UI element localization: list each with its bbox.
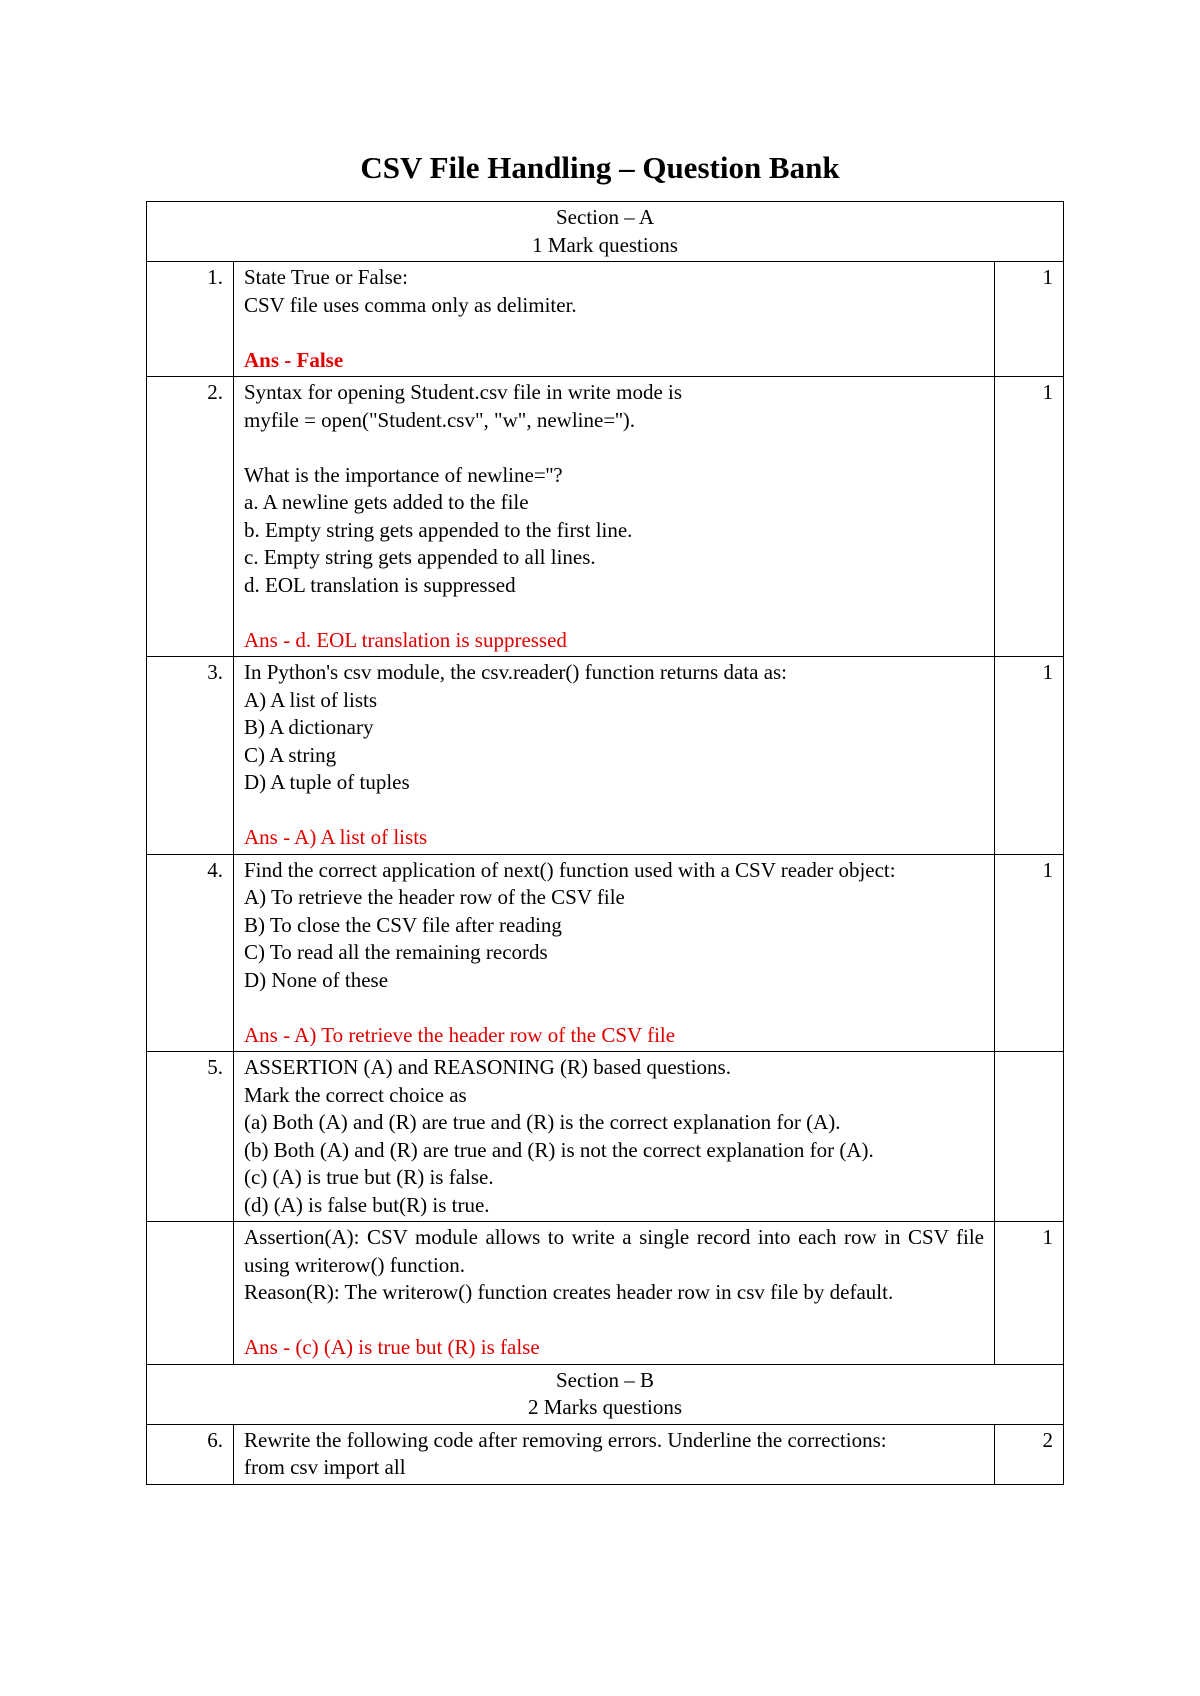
option-c: (c) (A) is true but (R) is false.: [244, 1165, 494, 1189]
section-b-title: Section – B: [556, 1367, 654, 1392]
option-d: (d) (A) is false but(R) is true.: [244, 1192, 490, 1217]
question-number: 3.: [147, 657, 234, 855]
question-number-empty: [147, 1222, 234, 1365]
section-a-subtitle: 1 Mark questions: [532, 232, 678, 257]
question-number: 5.: [147, 1052, 234, 1222]
question-number: 6.: [147, 1424, 234, 1484]
question-text: CSV file uses comma only as delimiter.: [244, 292, 577, 317]
answer-text: Ans - A) To retrieve the header row of the CSV file: [244, 1022, 676, 1047]
question-text: myfile = open("Student.csv", "w", newline='').: [244, 407, 635, 432]
question-bank-table: [146, 201, 1064, 1485]
question-cell: [234, 1424, 995, 1484]
section-a-header: [147, 202, 1064, 262]
option-c: C) A string: [244, 742, 337, 767]
question-row-3: [147, 657, 1064, 855]
marks-cell: [995, 1052, 1064, 1222]
question-text: State True or False:: [244, 265, 408, 289]
blank-line: [244, 599, 984, 627]
question-row-5-assertion: [147, 1222, 1064, 1365]
option-a: A) To retrieve the header row of the CSV file: [244, 885, 625, 909]
question-cell: [234, 1052, 995, 1222]
question-row-4: [147, 854, 1064, 1052]
question-cell: [234, 262, 995, 377]
question-number: 4.: [147, 854, 234, 1052]
question-number: 2.: [147, 377, 234, 657]
answer-text: Ans - False: [244, 347, 344, 372]
option-b: B) A dictionary: [244, 715, 374, 739]
blank-line: [244, 319, 984, 347]
page-title: CSV File Handling – Question Bank: [360, 150, 840, 185]
question-text: Find the correct application of next() function used with a CSV reader object:: [244, 857, 896, 882]
marks-cell: 1: [995, 854, 1064, 1052]
question-cell: [234, 854, 995, 1052]
option-b: (b) Both (A) and (R) are true and (R) is not the correct explanation for (A).: [244, 1137, 874, 1162]
code-line: from csv import all: [244, 1455, 406, 1479]
blank-line: [244, 994, 984, 1022]
section-b-subtitle: 2 Marks questions: [528, 1395, 682, 1419]
answer-text: Ans - (c) (A) is true but (R) is false: [244, 1335, 540, 1359]
question-text: ASSERTION (A) and REASONING (R) based questions.: [244, 1055, 731, 1079]
marks-cell: 1: [995, 377, 1064, 657]
assertion-text: Assertion(A): CSV module allows to write a single record into each row in CSV file using writerow() function.: [244, 1225, 984, 1277]
reason-text: Reason(R): The writerow() function creates header row in csv file by default.: [244, 1280, 894, 1304]
answer-text: Ans - d. EOL translation is suppressed: [244, 627, 567, 652]
question-number: 1.: [147, 262, 234, 377]
section-b-header: [147, 1364, 1064, 1424]
option-b: B) To close the CSV file after reading: [244, 912, 562, 937]
marks-cell: 1: [995, 657, 1064, 855]
option-b: b. Empty string gets appended to the first line.: [244, 517, 633, 542]
question-row-2: [147, 377, 1064, 657]
answer-text: Ans - A) A list of lists: [244, 825, 428, 849]
section-a-title: Section – A: [556, 205, 654, 229]
marks-cell: 1: [995, 262, 1064, 377]
question-cell: [234, 377, 995, 657]
question-text: Syntax for opening Student.csv file in write mode is: [244, 380, 683, 404]
option-d: D) A tuple of tuples: [244, 770, 410, 794]
question-cell: [234, 1222, 995, 1365]
option-d: D) None of these: [244, 967, 389, 992]
option-d: d. EOL translation is suppressed: [244, 572, 516, 597]
option-a: A) A list of lists: [244, 687, 378, 712]
option-a: (a) Both (A) and (R) are true and (R) is the correct explanation for (A).: [244, 1110, 841, 1134]
question-row-6: [147, 1424, 1064, 1484]
blank-line: [244, 797, 984, 825]
question-row-1: [147, 262, 1064, 377]
blank-line: [244, 434, 984, 462]
section-b-header-row: [147, 1364, 1064, 1424]
question-cell: [234, 657, 995, 855]
question-text: In Python's csv module, the csv.reader() function returns data as:: [244, 660, 788, 684]
question-text: What is the importance of newline=''?: [244, 462, 563, 487]
marks-cell: 2: [995, 1424, 1064, 1484]
question-text: Rewrite the following code after removing errors. Underline the corrections:: [244, 1427, 887, 1452]
marks-cell: 1: [995, 1222, 1064, 1365]
blank-line: [244, 1307, 984, 1335]
option-c: c. Empty string gets appended to all lines.: [244, 545, 596, 569]
question-row-5: [147, 1052, 1064, 1222]
option-a: a. A newline gets added to the file: [244, 490, 529, 514]
section-a-header-row: [147, 202, 1064, 262]
option-c: C) To read all the remaining records: [244, 940, 548, 964]
question-text: Mark the correct choice as: [244, 1082, 467, 1107]
